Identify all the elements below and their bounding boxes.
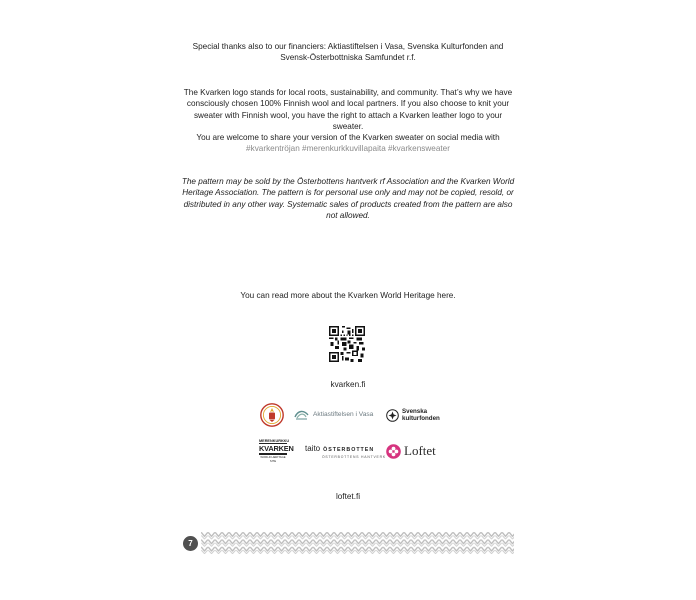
kvarken-link[interactable]: kvarken.fi — [330, 380, 366, 389]
knit-pattern-band — [201, 532, 514, 554]
page-number-badge: 7 — [183, 536, 198, 551]
logo-paragraph: The Kvarken logo stands for local roots, sustainability, and community. That’s why we have consciously chosen 100% Finnish wool and local partners. If you also choose to knit your sweater with Finnish wool, you have the right to attach a Kvarken leather logo to your sweater. You are welcome to share your version of the Kvarken sweater on social media with #kvarkentröjan #merenkurkkuvillapaita #kvarkensweater — [150, 87, 546, 155]
samfundet-seal-logo — [260, 403, 284, 427]
svenska-kulturfonden-logo: Svenska kulturfonden — [386, 409, 440, 422]
kulturfonden-flower-icon — [386, 409, 399, 422]
seal-emblem-icon — [260, 403, 284, 427]
read-more-text[interactable]: You can read more about the Kvarken World Heritage here. — [240, 291, 456, 300]
loftet-flower-icon — [386, 444, 401, 459]
loftet-logo: Loftet — [386, 443, 436, 459]
loftet-link[interactable]: loftet.fi — [335, 492, 361, 501]
aktiastiftelsen-logo: Aktiastiftelsen i Vasa — [294, 409, 373, 420]
kvarken-world-heritage-logo: MERENKURKKU KVARKEN WORLD HERITAGE SITE — [259, 439, 294, 463]
qr-code[interactable] — [329, 326, 365, 362]
taito-osterbotten-logo: taito ÖSTERBOTTEN ÖSTERBOTTENS HANTVERK — [305, 444, 386, 459]
hashtags[interactable]: #kvarkentröjan #merenkurkkuvillapaita #kvarkensweater — [246, 144, 450, 154]
pattern-note: The pattern may be sold by the Österbottens hantverk rf Association and the Kvarken World Heritage Association. The pattern is for personal use only and may not be copied, resold, or distributed in any other way. Systematic sales of products created from the pattern are also not allowed. — [181, 177, 515, 220]
aktia-tree-icon — [294, 409, 309, 420]
thanks-paragraph: Special thanks also to our financiers: Aktiastiftelsen i Vasa, Svenska Kulturfonden and Svensk-Österbottniska Samfundet r.f. — [192, 42, 504, 63]
